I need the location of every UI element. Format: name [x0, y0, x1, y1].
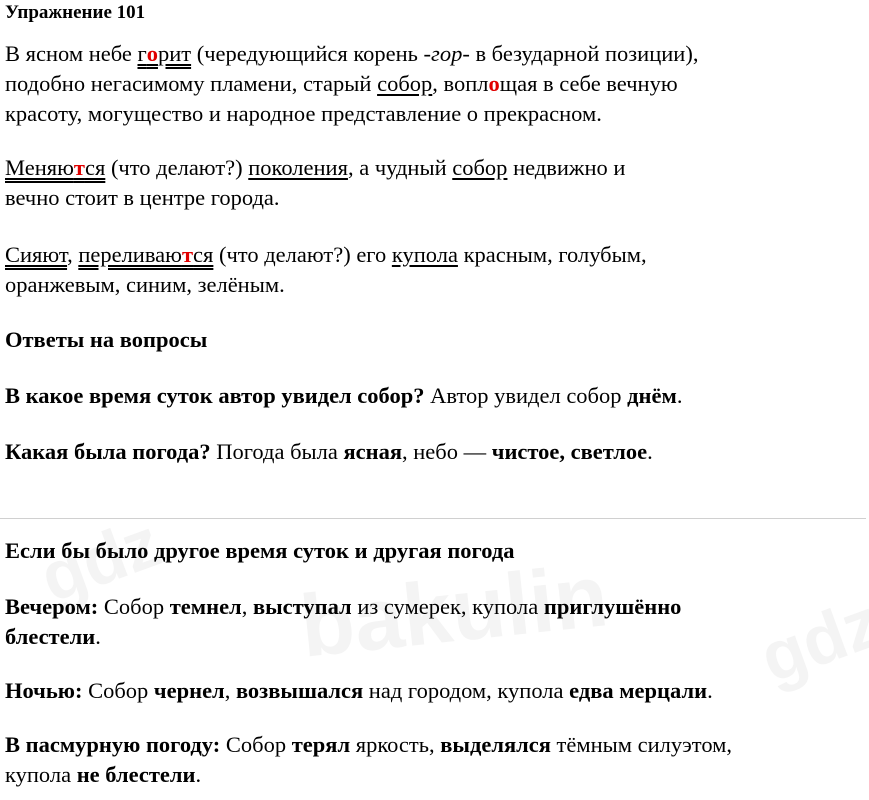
word-sobor: собор	[377, 71, 433, 96]
word-menyayutsya: Меняются	[5, 155, 106, 180]
other-heading: Если бы было другое время суток и другая погода	[5, 538, 515, 563]
variant-evening: Вечером: Собор темнел, выступал из сумерек, купола приглушённо блестели.	[5, 594, 682, 649]
word-sobor-2: собор	[452, 155, 508, 180]
qa-time-of-day: В какое время суток автор увидел собор? Автор увидел собор днём.	[5, 383, 683, 408]
variant-cloudy: В пасмурную погоду: Собор терял яркость, выделялся тёмным силуэтом, купола не блестели.	[5, 732, 733, 787]
word-kupola: купола	[391, 242, 458, 267]
qa-weather: Какая была погода? Погода была ясная, небо — чистое, светлое.	[5, 439, 653, 464]
paragraph-2: Меняются (что делают?) поколения, а чудный собор недвижно и вечно стоит в центре города.	[5, 155, 626, 210]
document	[5, 0, 865, 467]
alternatives-section	[5, 536, 865, 790]
paragraph-1: В ясном небе горит (чередующийся корень -гор- в безударной позиции), подобно негасимому пламени, старый собор, воплощая в себе вечную красоту, могущество и народное представление о прекрасном.	[5, 41, 699, 126]
variant-night: Ночью: Собор чернел, возвышался над городом, купола едва мерцали.	[5, 678, 713, 703]
word-gorit: горит	[137, 41, 192, 66]
word-siyayut: Сияют	[5, 242, 68, 267]
divider	[0, 518, 866, 519]
word-perelivayutsya: переливаются	[78, 242, 214, 267]
answers-heading: Ответы на вопросы	[5, 327, 208, 352]
paragraph-3: Сияют, переливаются (что делают?) его купола красным, голубым, оранжевым, синим, зелёным.	[5, 242, 647, 297]
exercise-title: Упражнение 101	[5, 2, 146, 23]
word-pokoleniya: поколения	[248, 155, 348, 180]
